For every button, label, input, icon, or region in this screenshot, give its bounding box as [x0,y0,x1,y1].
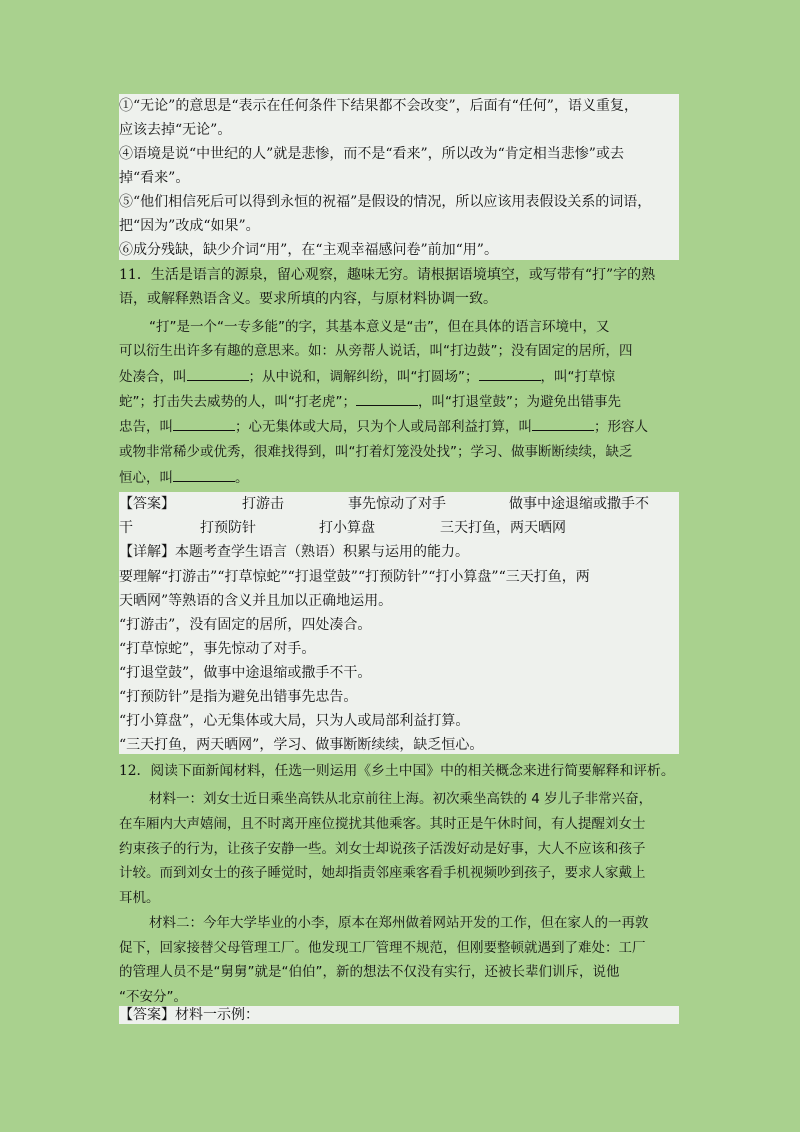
explanation-line: “打小算盘”，心无集体或大局，只为人或局部利益打算。 [119,713,470,729]
text: ；从中说和，调解纠纷，叫“打圆场”； [248,369,479,385]
explanation-line: “打预防针”是指为避免出错事先忠告。 [119,689,358,705]
material-line: 材料一：刘女士近日乘坐高铁从北京前往上海。初次乘坐高铁的 4 岁儿子非常兴奋， [149,791,653,807]
material-line: “不安分”。 [119,989,187,1005]
answer-box-q10 [119,94,679,260]
material-line [119,417,648,436]
answer-line [119,1006,259,1024]
text: 。 [235,470,249,486]
question-11-stem: 11．生活是语言的源泉，留心观察，趣味无穷。请根据语境填空，或写带有“打”字的熟 [119,267,656,283]
material-line: 可以衍生出许多有趣的意思来。如：从旁帮人说话，叫“打边鼓”；没有固定的居所，四 [119,343,633,359]
material-line: “打”是一个“一专多能”的字，其基本意义是“击”，但在具体的语言环境中，又 [149,319,610,335]
text: ，叫“打草惊 [540,369,615,385]
answer-tag: 【答案】 [119,1007,175,1023]
explanation-line: 要理解“打游击”“打草惊蛇”“打退堂鼓”“打预防针”“打小算盘”“三天打鱼，两 [119,569,590,585]
material-line: 耳机。 [119,890,160,906]
material-line: 的管理人员不是“舅舅”就是“伯伯”，新的想法不仅没有实行，还被长辈们训斥，说他 [119,964,620,980]
explanation-line: 把“因为”改成“如果”。 [119,218,260,234]
explanation-line: “三天打鱼，两天晒网”，学习、做事断断续续，缺乏恒心。 [119,737,484,753]
explanation-line: ⑥成分残缺，缺少介词“用”，在“主观幸福感问卷”前加“用”。 [119,242,498,258]
fill-blank-3[interactable] [356,392,418,406]
material-line [119,392,621,411]
question-11-stem: 语，或解释熟语含义。要求所填的内容，与原材料协调一致。 [119,291,497,307]
material-line: 促下，回家接替父母管理工厂。他发现工厂管理不规范，但刚要整顿就遇到了难处：工厂 [119,940,646,956]
explanation-line: 应该去掉“无论”。 [119,122,232,138]
material-line [119,468,249,487]
material-line: 或物非常稀少或优秀，很难找得到，叫“打着灯笼没处找”；学习、做事断断续续，缺乏 [119,444,633,460]
material-line: 在车厢内大声嬉闹，且不时离开座位搅扰其他乘客。其时正是午休时间，有人提醒刘女士 [119,816,646,832]
text: ；形容人 [594,419,648,435]
explanation-line: “打游击”，没有固定的居所，四处凑合。 [119,617,372,633]
answer-item: 打预防针 [200,520,256,536]
explanation-line: ①“无论”的意思是“表示在任何条件下结果都不会改变”，后面有“任何”，语义重复， [119,98,638,114]
answer-item: 做事中途退缩或撒手不 [509,496,649,512]
material-line: 材料二：今年大学毕业的小李，原本在郑州做着网站开发的工作，但在家人的一再敦 [149,915,649,931]
answer-item: 事先惊动了对手 [348,496,446,512]
fill-blank-1[interactable] [187,367,249,381]
text: ，叫“打退堂鼓”；为避免出错事先 [417,394,621,410]
answer-tag: 【答案】 [119,496,175,512]
answer-item: 干 [119,520,133,536]
answer-item: 打游击 [242,496,284,512]
explanation-line: “打草惊蛇”，事先惊动了对手。 [119,641,316,657]
text: 忠告，叫 [119,419,173,435]
explanation-line: ⑤“他们相信死后可以得到永恒的祝福”是假设的情况，所以应该用表假设关系的词语， [119,194,652,210]
fill-blank-4[interactable] [173,417,235,431]
fill-blank-6[interactable] [173,468,235,482]
material-line [119,367,615,386]
explanation-line: 【详解】本题考查学生语言（熟语）积累与运用的能力。 [119,544,469,560]
material-line: 约束孩子的行为，让孩子安静一些。刘女士却说孩子活泼好动是好事，大人不应该和孩子 [119,841,646,857]
material-line: 计较。而到刘女士的孩子睡觉时，她却指责邻座乘客看手机视频吵到孩子，要求人家戴上 [119,865,646,881]
text: 蛇”；打击失去威势的人，叫“打老虎”； [119,394,356,410]
fill-blank-2[interactable] [479,367,541,381]
answer-item: 三天打鱼，两天晒网 [440,520,566,536]
text: 恒心，叫 [119,470,173,486]
explanation-line: 天晒网”等熟语的含义并且加以正确地运用。 [119,593,393,609]
text: ；心无集体或大局，只为个人或局部利益打算，叫 [235,419,532,435]
fill-blank-5[interactable] [532,417,594,431]
answer-text: 材料一示例： [175,1007,259,1023]
explanation-line: “打退堂鼓”，做事中途退缩或撒手不干。 [119,665,372,681]
question-12-stem: 12．阅读下面新闻材料，任选一则运用《乡土中国》中的相关概念来进行简要解释和评析。 [119,763,675,779]
answer-item: 打小算盘 [319,520,375,536]
explanation-line: ④语境是说“中世纪的人”就是悲惨，而不是“看来”，所以改为“肯定相当悲惨”或去 [119,146,624,162]
explanation-line: 掉“看来”。 [119,170,190,186]
text: 处凑合，叫 [119,369,187,385]
